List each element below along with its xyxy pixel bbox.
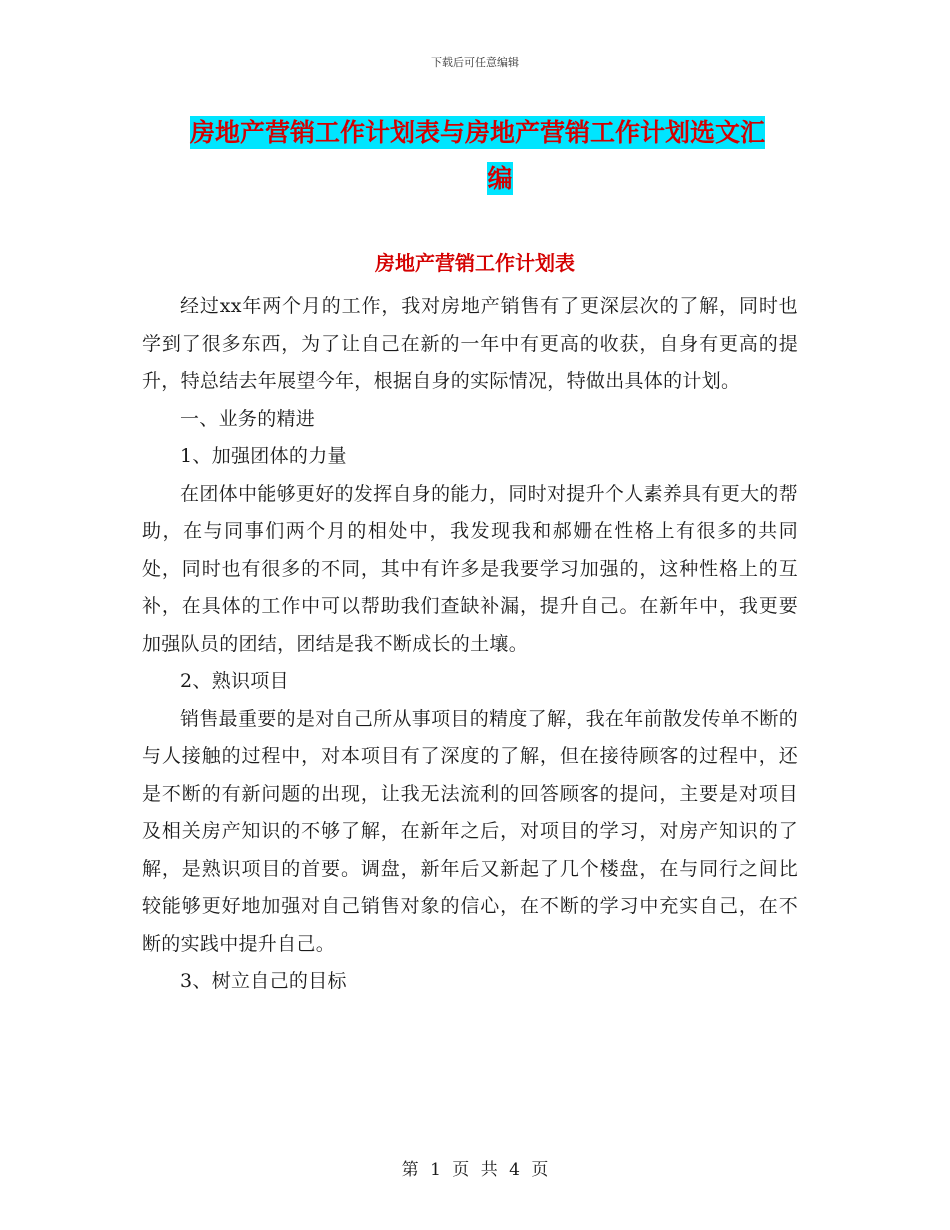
heading-set-goals: 3、树立自己的目标 [180, 970, 347, 992]
paragraph-team: 在团体中能够更好的发挥自身的能力，同时对提升个人素养具有更大的帮助，在与同事们两个月的相处中，我发现我和郝姗在性格上有很多的共同处，同时也有很多的不同，其中有许多是我要学习加强的，这种性格上的互补，在具体的工作中可以帮助我们查缺补漏，提升自己。在新年中，我更要加强队员的团结，团结是我不断成长的土壤。 [142, 482, 798, 655]
heading-team-strength: 1、加强团体的力量 [180, 445, 347, 467]
paragraph-project: 销售最重要的是对自己所从事项目的精度了解，我在年前散发传单不断的与人接触的过程中，对本项目有了深度的了解，但在接待顾客的过程中，还是不断的有新问题的出现，让我无法流利的回答顾客的提问，主要是对项目及相关房产知识的不够了解，在新年之后，对项目的学习，对房产知识的了解，是熟识项目的首要。调盘，新年后又新起了几个楼盘，在与同行之间比较能够更好地加强对自己销售对象的信心，在不断的学习中充实自己，在不断的实践中提升自己。 [142, 707, 798, 955]
title-line-2: 编 [487, 164, 513, 193]
heading-know-project: 2、熟识项目 [180, 670, 289, 692]
section-title: 房地产营销工作计划表 [375, 251, 575, 275]
page-number: 第 1 页 共 4 页 [401, 1160, 549, 1180]
title-line-1: 房地产营销工作计划表与房地产营销工作计划选文汇 [190, 118, 766, 147]
document-body [142, 288, 798, 1001]
header-note: 下载后可任意编辑 [431, 56, 519, 69]
heading-business-improvement: 一、业务的精进 [180, 407, 316, 430]
document-title [190, 110, 810, 202]
paragraph-intro: 经过xx年两个月的工作，我对房地产销售有了更深层次的了解，同时也学到了很多东西，为了让自己在新的一年中有更高的收获，自身有更高的提升，特总结去年展望今年，根据自身的实际情况，特做出具体的计划。 [142, 295, 798, 392]
